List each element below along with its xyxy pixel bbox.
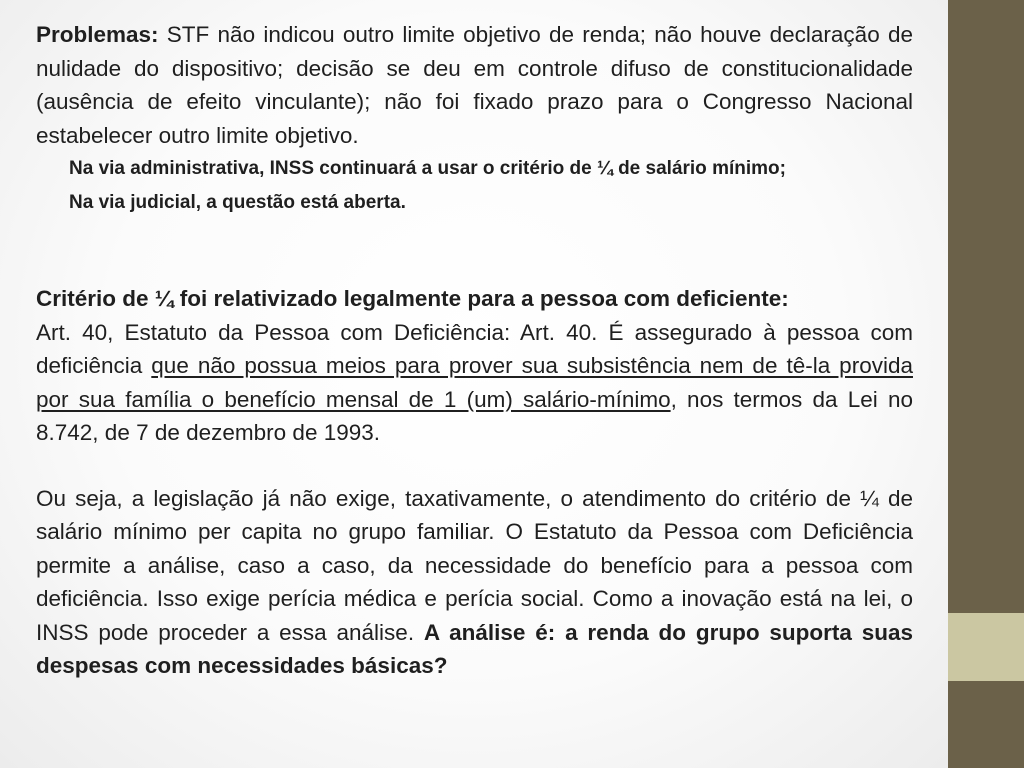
article-underlined: que não possua meios para prover sua subsistência nem de tê-la provida por sua família o benefício mensal de 1 (um) salário-mínimo [36, 353, 913, 412]
problems-paragraph [36, 18, 913, 152]
spacer [36, 220, 913, 282]
conclusion-question: A análise é: a renda do grupo suporta suas despesas com necessidades básicas? [36, 619, 913, 678]
sidebar-accent-block [948, 613, 1024, 681]
problems-text: STF não indicou outro limite objetivo de renda; não houve declaração de nulidade do dispositivo; decisão se deu em controle difuso de constitucionalidade (ausência de efeito vinculante); não foi fixado prazo para o Congresso Nacional estabelecer outro limite objetivo. [36, 22, 913, 148]
criterion-heading: Critério de ¼ foi relativizado legalmente para a pessoa com deficiente: [36, 286, 789, 311]
article-paragraph [36, 316, 913, 450]
article-intro: Art. 40, Estatuto da Pessoa com Deficiência: Art. 40. É assegurado à pessoa com deficiência [36, 319, 913, 378]
conclusion-text: Ou seja, a legislação já não exige, taxativamente, o atendimento do critério de ¼ de salário mínimo per capita no grupo familiar. O Estatuto da Pessoa com Deficiência permite a análise, caso a caso, da necessidade do benefício para a pessoa com deficiência. Isso exige perícia médica e perícia social. Como a inovação está na lei, o INSS pode proceder a essa análise. [36, 485, 913, 645]
slide-content [36, 18, 913, 683]
spacer [36, 450, 913, 482]
problems-label: Problemas: [36, 22, 159, 47]
bullet-administrative: Na via administrativa, INSS continuará a usar o critério de ¼ de salário mínimo; [69, 158, 786, 179]
conclusion-paragraph [36, 482, 913, 683]
article-end: , nos termos da Lei no 8.742, de 7 de dezembro de 1993. [36, 386, 913, 445]
bullet-judicial: Na via judicial, a questão está aberta. [69, 192, 406, 213]
